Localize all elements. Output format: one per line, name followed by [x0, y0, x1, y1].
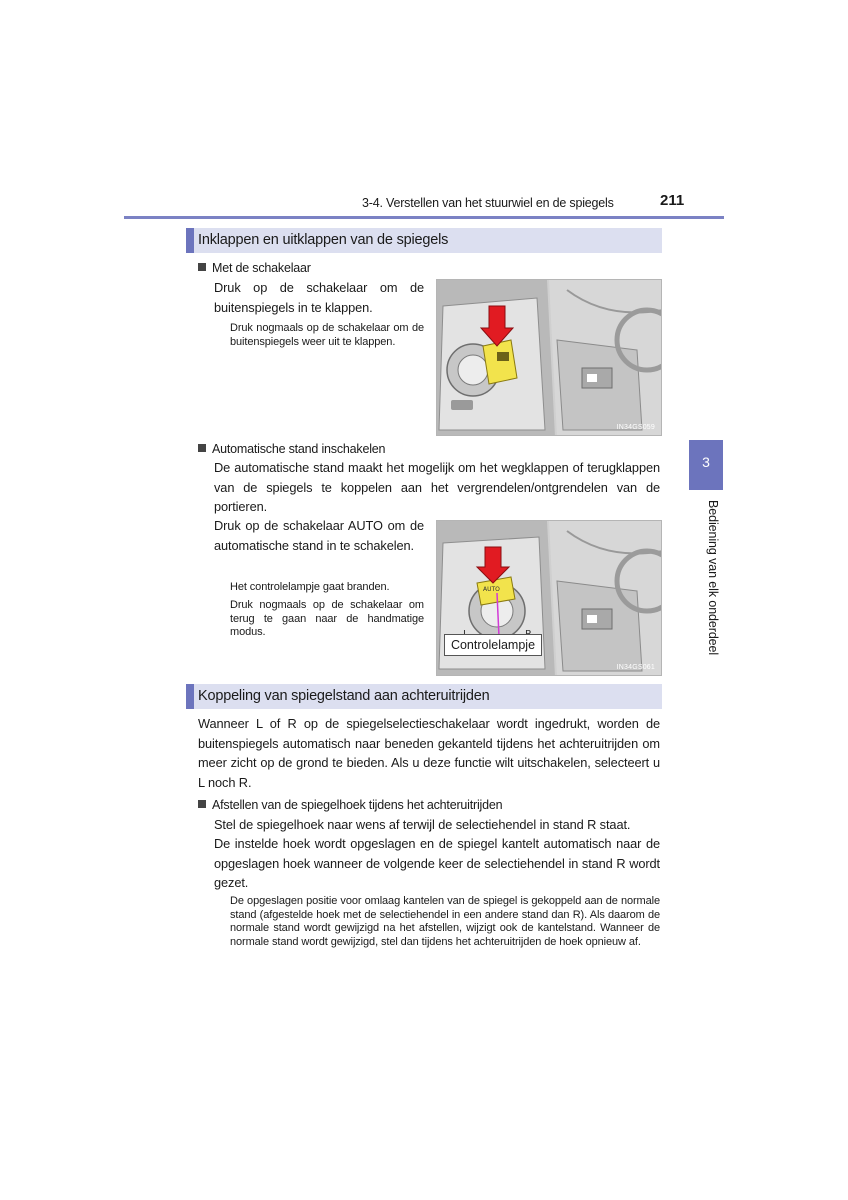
page-number: 211 [660, 192, 685, 209]
body-angle-set: Stel de spiegelhoek naar wens af terwijl de selectiehendel in stand R staat. [214, 817, 631, 832]
bullet-square-icon [198, 444, 206, 452]
subsection-heading-auto: Automatische stand inschakelen [198, 442, 385, 456]
body-fold-switch: Druk op de schakelaar om de buitenspiegels in te klappen. [214, 280, 424, 315]
note-indicator-lights: Het controlelampje gaat branden. [230, 581, 390, 593]
header-rule [124, 216, 724, 219]
body-angle-stored: De instelde hoek wordt opgeslagen en de spiegel kantelt automatisch naar de opgeslagen hoek wanneer de volgende keer de selectiehendel in stand R wordt gezet. [214, 836, 660, 890]
body-reverse-link: Wanneer L of R op de spiegelselectieschakelaar wordt ingedrukt, worden de buitenspiegels automatisch naar beneden gekanteld tijdens het achteruitrijden om meer zicht op de grond te bieden. Als u deze functie wilt uitschakelen, selecteert u L noch R. [198, 716, 660, 790]
chapter-title: 3-4. Verstellen van het stuurwiel en de spiegels [362, 196, 614, 210]
note-unfold: Druk nogmaals op de schakelaar om de buitenspiegels weer uit te klappen. [230, 322, 424, 348]
bullet-square-icon [198, 263, 206, 271]
note-manual-mode: Druk nogmaals op de schakelaar om terug te gaan naar de handmatige modus. [230, 599, 424, 639]
image-code: IN34GS059 [616, 424, 655, 431]
body-auto-switch: Druk op de schakelaar AUTO om de automatische stand in te schakelen. [214, 518, 424, 553]
section-title-reverse-link [186, 684, 662, 709]
section-title-text: Inklappen en uitklappen van de spiegels [198, 232, 449, 248]
chapter-tab-number: 3 [702, 454, 710, 470]
chapter-tab [689, 440, 723, 490]
switch-label-auto: AUTO [483, 586, 500, 593]
section-title-folding [186, 228, 662, 253]
subsection-heading-switch: Met de schakelaar [198, 261, 311, 275]
photo-mirror-switch [436, 279, 662, 436]
photo-mirror-switch-illustration [437, 280, 662, 436]
body-auto-mode: De automatische stand maakt het mogelijk om het wegklappen of terugklappen van de spiegels te koppelen aan het vergrendelen/ontgrendelen van de portieren. [214, 460, 660, 514]
callout-indicator-light: Controlelampje [444, 634, 542, 656]
section-title-text: Koppeling van spiegelstand aan achteruitrijden [198, 688, 490, 704]
bullet-square-icon [198, 800, 206, 808]
subsection-heading-angle: Afstellen van de spiegelhoek tijdens het achteruitrijden [198, 798, 502, 812]
note-angle-normal: De opgeslagen positie voor omlaag kantelen van de spiegel is gekoppeld aan de normale stand (afgestelde hoek met de selectiehendel in een andere stand dan R). Als daarom de normale stand wordt gewijzigd na het afstellen, wijzigt ook de kantelstand. Wanneer de normale stand wordt gewijzigd, stel dan tijdens het achteruitrijden de hoek opnieuw af. [230, 895, 660, 948]
chapter-tab-label: Bediening van elk onderdeel [706, 500, 720, 656]
image-code: IN34GS061 [616, 664, 655, 671]
